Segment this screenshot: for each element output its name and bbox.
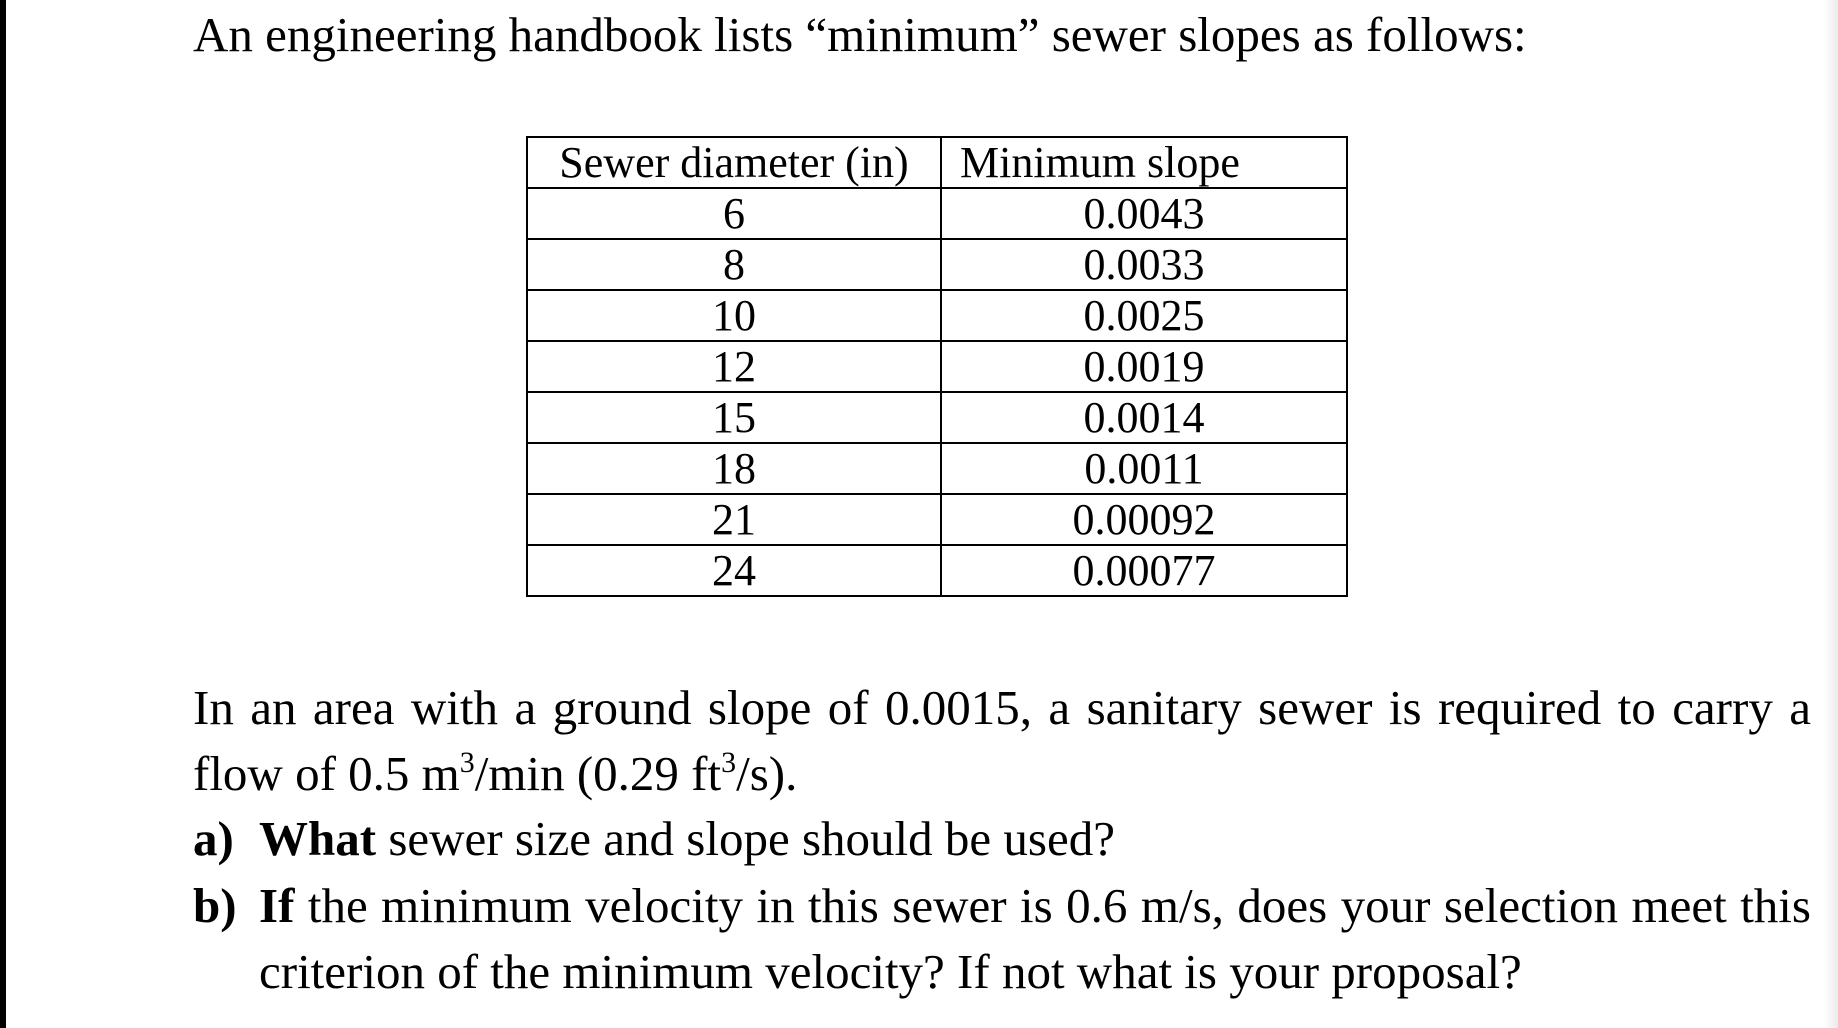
- superscript-exponent: 3: [459, 746, 475, 779]
- question-marker: a): [193, 811, 234, 866]
- slope-cell: 0.0014: [941, 392, 1347, 443]
- header-minimum-slope: Minimum slope: [941, 137, 1347, 188]
- problem-text-part: /s).: [736, 746, 798, 801]
- table-row: [527, 188, 1347, 239]
- diameter-cell: 10: [527, 290, 941, 341]
- question-b: [193, 873, 1811, 1005]
- slope-cell: 0.00077: [941, 545, 1347, 596]
- superscript-exponent: 3: [721, 746, 737, 779]
- question-lead-word: If: [259, 878, 295, 933]
- slope-cell: 0.0019: [941, 341, 1347, 392]
- diameter-cell: 18: [527, 443, 941, 494]
- diameter-cell: 12: [527, 341, 941, 392]
- table-row: [527, 545, 1347, 596]
- table-row: [527, 290, 1347, 341]
- problem-text-part: /min (0.29 ft: [474, 746, 722, 801]
- slope-cell: 0.0033: [941, 239, 1347, 290]
- intro-text: An engineering handbook lists “minimum” sewer slopes as follows:: [193, 7, 1527, 62]
- diameter-cell: 6: [527, 188, 941, 239]
- diameter-cell: 21: [527, 494, 941, 545]
- diameter-cell: 24: [527, 545, 941, 596]
- question-text: sewer size and slope should be used?: [376, 811, 1115, 866]
- question-a: [193, 806, 1811, 872]
- problem-statement: [193, 675, 1811, 807]
- table-row: [527, 494, 1347, 545]
- sewer-slope-table: [526, 136, 1348, 597]
- table-header-row: [527, 137, 1347, 188]
- table-row: [527, 392, 1347, 443]
- slope-cell: 0.00092: [941, 494, 1347, 545]
- slope-cell: 0.0025: [941, 290, 1347, 341]
- right-edge-shadow: [1824, 0, 1838, 1028]
- question-lead-word: What: [259, 811, 377, 866]
- question-marker: b): [193, 878, 237, 933]
- problem-text-part: In an area with a ground slope of 0.0015, a sanitary sewer is required to carry a flow of 0.5 m: [193, 680, 1811, 801]
- header-sewer-diameter: Sewer diameter (in): [527, 137, 941, 188]
- question-text: the minimum velocity in this sewer is 0.6 m/s, does your selection meet this criterion of the minimum velocity? If not what is your proposal?: [259, 878, 1811, 999]
- left-border-rule: [0, 0, 6, 1028]
- diameter-cell: 15: [527, 392, 941, 443]
- diameter-cell: 8: [527, 239, 941, 290]
- slope-cell: 0.0011: [941, 443, 1347, 494]
- slope-cell: 0.0043: [941, 188, 1347, 239]
- table-row: [527, 443, 1347, 494]
- table-row: [527, 341, 1347, 392]
- table-row: [527, 239, 1347, 290]
